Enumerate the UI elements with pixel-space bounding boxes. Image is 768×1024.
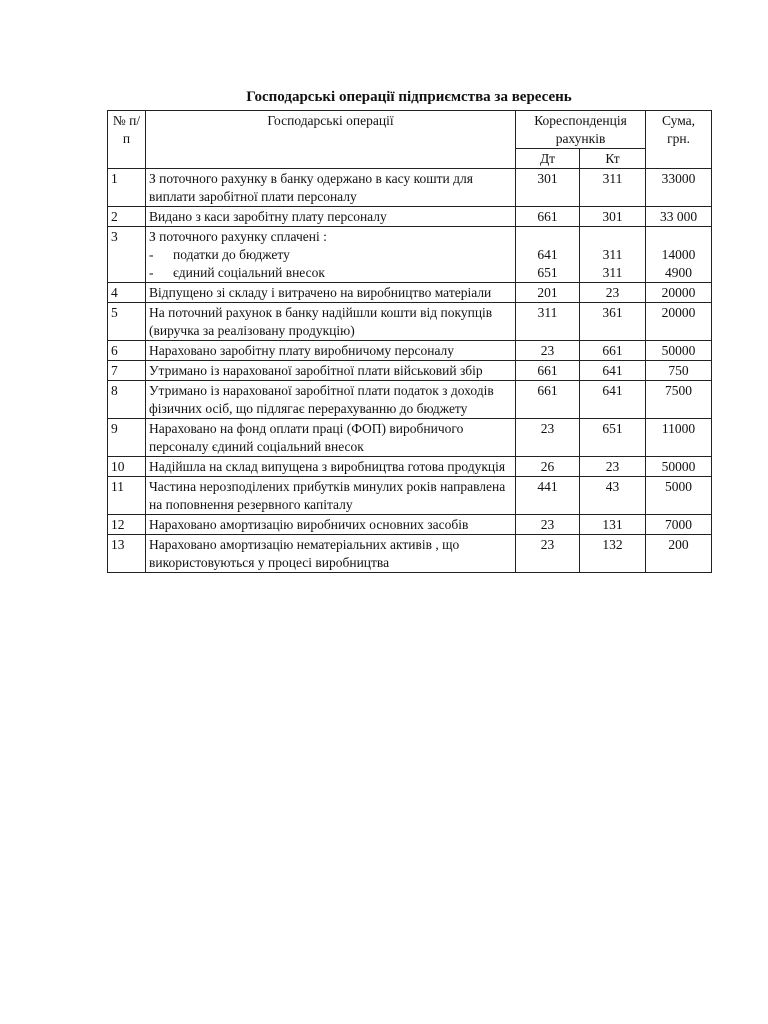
debit-cell — [516, 227, 580, 283]
debit-value: 661 — [516, 381, 580, 419]
credit-value: 311 — [602, 265, 623, 280]
table-row — [108, 419, 712, 457]
operation-text: Нараховано амортизацію виробничих основних засобів — [146, 515, 516, 535]
page-title: Господарські операції підприємства за вересень — [246, 89, 572, 105]
row-number: 4 — [108, 283, 146, 303]
operation-text: Відпущено зі складу і витрачено на виробництво матеріали — [146, 283, 516, 303]
credit-value: 651 — [580, 419, 646, 457]
table-row — [108, 207, 712, 227]
sum-value: 11000 — [646, 419, 712, 457]
table-row — [108, 535, 712, 573]
table-row — [108, 227, 712, 283]
debit-value: 23 — [516, 515, 580, 535]
credit-value: 311 — [602, 247, 623, 262]
debit-value: 661 — [516, 361, 580, 381]
debit-value: 23 — [516, 341, 580, 361]
sum-value: 20000 — [646, 303, 712, 341]
sum-value: 7000 — [646, 515, 712, 535]
row-number: 2 — [108, 207, 146, 227]
debit-value: 641 — [537, 247, 558, 262]
table-header — [108, 111, 712, 169]
credit-value: 301 — [580, 207, 646, 227]
operation-text: Нараховано заробітну плату виробничому персоналу — [146, 341, 516, 361]
table-row — [108, 361, 712, 381]
table-row — [108, 477, 712, 515]
header-num: № п/п — [108, 111, 146, 169]
sum-value: 7500 — [646, 381, 712, 419]
sum-value: 50000 — [646, 457, 712, 477]
credit-cell — [580, 227, 646, 283]
sub-item — [149, 264, 512, 282]
operation-text: Надійшла на склад випущена з виробництва готова продукція — [146, 457, 516, 477]
sub-item-text: єдиний соціальний внесок — [173, 265, 325, 280]
table-row — [108, 515, 712, 535]
table-row — [108, 457, 712, 477]
row-number: 10 — [108, 457, 146, 477]
sum-value: 14000 — [661, 247, 696, 262]
header-dt: Дт — [516, 149, 580, 169]
operation-text: З поточного рахунку сплачені : — [149, 229, 327, 244]
table-row — [108, 303, 712, 341]
sub-item-text: податки до бюджету — [173, 247, 290, 262]
credit-value: 132 — [580, 535, 646, 573]
operation-cell — [146, 227, 516, 283]
debit-value: 311 — [516, 303, 580, 341]
operation-text: Утримано із нарахованої заробітної плати військовий збір — [146, 361, 516, 381]
debit-value: 651 — [537, 265, 558, 280]
operation-text: З поточного рахунку в банку одержано в касу кошти для виплати заробітної плати персоналу — [146, 169, 516, 207]
operation-text: Утримано із нарахованої заробітної плати податок з доходів фізичних осіб, що підлягає перерахуванню до бюджету — [146, 381, 516, 419]
debit-value: 26 — [516, 457, 580, 477]
sub-item — [149, 246, 512, 264]
sum-value: 33 000 — [646, 207, 712, 227]
credit-value: 641 — [580, 381, 646, 419]
sum-value: 33000 — [646, 169, 712, 207]
table-row — [108, 341, 712, 361]
debit-value: 301 — [516, 169, 580, 207]
row-number: 7 — [108, 361, 146, 381]
debit-value: 661 — [516, 207, 580, 227]
row-number: 13 — [108, 535, 146, 573]
table-row — [108, 283, 712, 303]
dash-marker: - — [149, 247, 154, 262]
table-row — [108, 169, 712, 207]
sum-value: 50000 — [646, 341, 712, 361]
sum-value: 4900 — [665, 265, 693, 280]
header-operation: Господарські операції — [146, 111, 516, 169]
row-number: 8 — [108, 381, 146, 419]
sum-value: 750 — [646, 361, 712, 381]
table-body — [108, 169, 712, 573]
row-number: 9 — [108, 419, 146, 457]
debit-value: 201 — [516, 283, 580, 303]
credit-value: 661 — [580, 341, 646, 361]
credit-value: 23 — [580, 457, 646, 477]
row-number: 6 — [108, 341, 146, 361]
sum-cell — [646, 227, 712, 283]
header-correspondence: Кореспонденція рахунків — [516, 111, 646, 149]
header-kt: Кт — [580, 149, 646, 169]
row-number: 3 — [108, 227, 146, 283]
credit-value: 311 — [580, 169, 646, 207]
table-row — [108, 381, 712, 419]
credit-value: 23 — [580, 283, 646, 303]
sum-value: 200 — [646, 535, 712, 573]
debit-value: 441 — [516, 477, 580, 515]
credit-value: 131 — [580, 515, 646, 535]
credit-value: 43 — [580, 477, 646, 515]
operation-text: Видано з каси заробітну плату персоналу — [146, 207, 516, 227]
header-sum: Сума, грн. — [646, 111, 712, 169]
credit-value: 641 — [580, 361, 646, 381]
operation-text: На поточний рахунок в банку надійшли кошти від покупців (виручка за реалізовану продукцію) — [146, 303, 516, 341]
row-number: 5 — [108, 303, 146, 341]
operation-text: Частина нерозподілених прибутків минулих років направлена на поповнення резервного капіталу — [146, 477, 516, 515]
row-number: 1 — [108, 169, 146, 207]
row-number: 11 — [108, 477, 146, 515]
sum-value: 5000 — [646, 477, 712, 515]
operation-text: Нараховано амортизацію нематеріальних активів , що використовуються у процесі виробництва — [146, 535, 516, 573]
row-number: 12 — [108, 515, 146, 535]
dash-marker: - — [149, 265, 154, 280]
operations-table — [107, 110, 712, 573]
debit-value: 23 — [516, 419, 580, 457]
debit-value: 23 — [516, 535, 580, 573]
sum-value: 20000 — [646, 283, 712, 303]
credit-value: 361 — [580, 303, 646, 341]
operation-text: Нараховано на фонд оплати праці (ФОП) виробничого персоналу єдиний соціальний внесок — [146, 419, 516, 457]
